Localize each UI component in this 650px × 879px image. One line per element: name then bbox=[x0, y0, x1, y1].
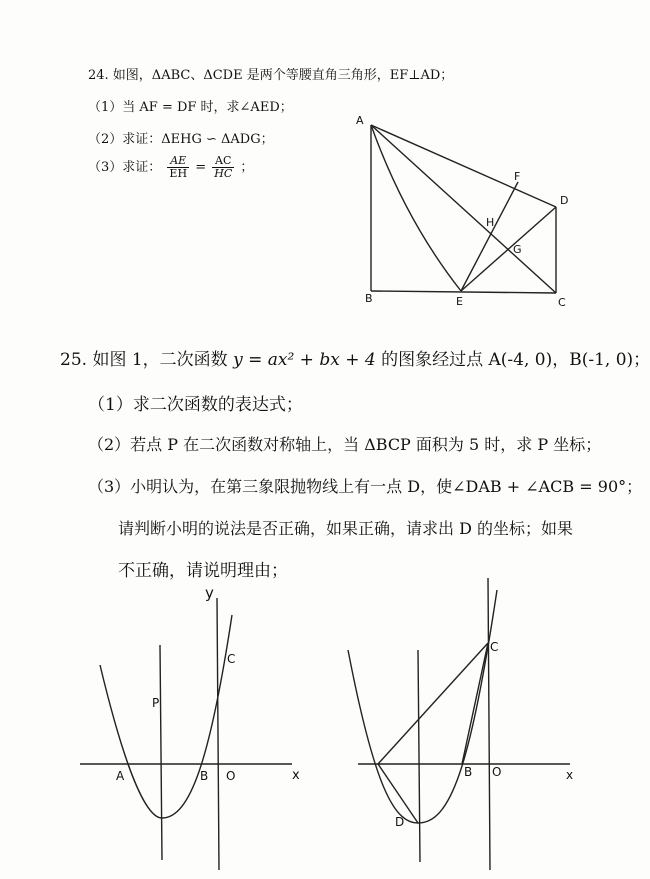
label-A: A bbox=[356, 114, 364, 127]
fig1-P-label: P bbox=[152, 696, 160, 710]
q25-part3-line3: 不正确，请说明理由； bbox=[118, 561, 288, 581]
q24-part3-suffix: ； bbox=[240, 160, 254, 175]
fig1-C-label: C bbox=[227, 652, 236, 666]
q24-part3 bbox=[88, 155, 253, 180]
q25-part3-line1: （3）小明认为，在第三象限抛物线上有一点 D，使∠DAB + ∠ACB = 90°； bbox=[88, 477, 643, 496]
q25-intro-prefix: 25. 如图 1，二次函数 bbox=[60, 350, 234, 370]
q24-figure-lines bbox=[371, 125, 556, 293]
q25-formula: y = ax² + bx + 4 bbox=[233, 350, 376, 370]
fraction-denominator: HC bbox=[214, 167, 233, 180]
fraction-numerator: AE bbox=[167, 155, 189, 168]
q25-intro-suffix: 的图象经过点 A(-4, 0)，B(-1, 0)； bbox=[375, 350, 650, 370]
fig1-B-label: B bbox=[200, 769, 209, 783]
label-B: B bbox=[365, 292, 373, 305]
q25-part3-line2: 请判断小明的说法是否正确，如果正确，请求出 D 的坐标；如果 bbox=[118, 519, 574, 538]
figure-2-lines bbox=[348, 578, 570, 870]
fig1-y-label: y bbox=[205, 584, 214, 602]
fig2-D-label: D bbox=[395, 815, 405, 829]
label-D: D bbox=[560, 194, 569, 207]
q25-part2: （2）若点 P 在二次函数对称轴上，当 ΔBCP 面积为 5 时，求 P 坐标； bbox=[88, 435, 602, 454]
fig2-O-label: O bbox=[492, 765, 502, 779]
q24-intro: 24. 如图，ΔABC、ΔCDE 是两个等腰直角三角形，EF⊥AD； bbox=[88, 68, 454, 83]
q24-part2: （2）求证：ΔEHG ∽ ΔADG； bbox=[88, 132, 274, 147]
q24-part1: （1）当 AF = DF 时，求∠AED； bbox=[88, 100, 293, 115]
figure-1-lines bbox=[80, 598, 292, 870]
label-C: C bbox=[558, 296, 566, 309]
fraction-denominator: EH bbox=[169, 167, 188, 180]
fig1-A-label: A bbox=[116, 769, 125, 783]
q24-part3-prefix: （3）求证： bbox=[88, 160, 162, 175]
fig2-C-label: C bbox=[490, 640, 499, 654]
fig2-x-label: x bbox=[566, 768, 574, 782]
fraction-numerator: AC bbox=[212, 155, 234, 168]
label-F: F bbox=[514, 170, 521, 183]
label-E: E bbox=[456, 295, 463, 308]
fig1-x-label: x bbox=[292, 768, 300, 783]
q25-intro bbox=[60, 345, 650, 370]
fig2-B-label: B bbox=[464, 765, 473, 779]
q25-part1: （1）求二次函数的表达式； bbox=[88, 395, 303, 415]
q24-fraction-ae-eh bbox=[167, 155, 189, 180]
fig1-O-label: O bbox=[226, 769, 236, 783]
q24-fraction-ac-hc bbox=[212, 155, 234, 180]
equals-sign: = bbox=[195, 160, 207, 175]
label-G: G bbox=[513, 243, 522, 256]
label-H: H bbox=[486, 216, 495, 229]
